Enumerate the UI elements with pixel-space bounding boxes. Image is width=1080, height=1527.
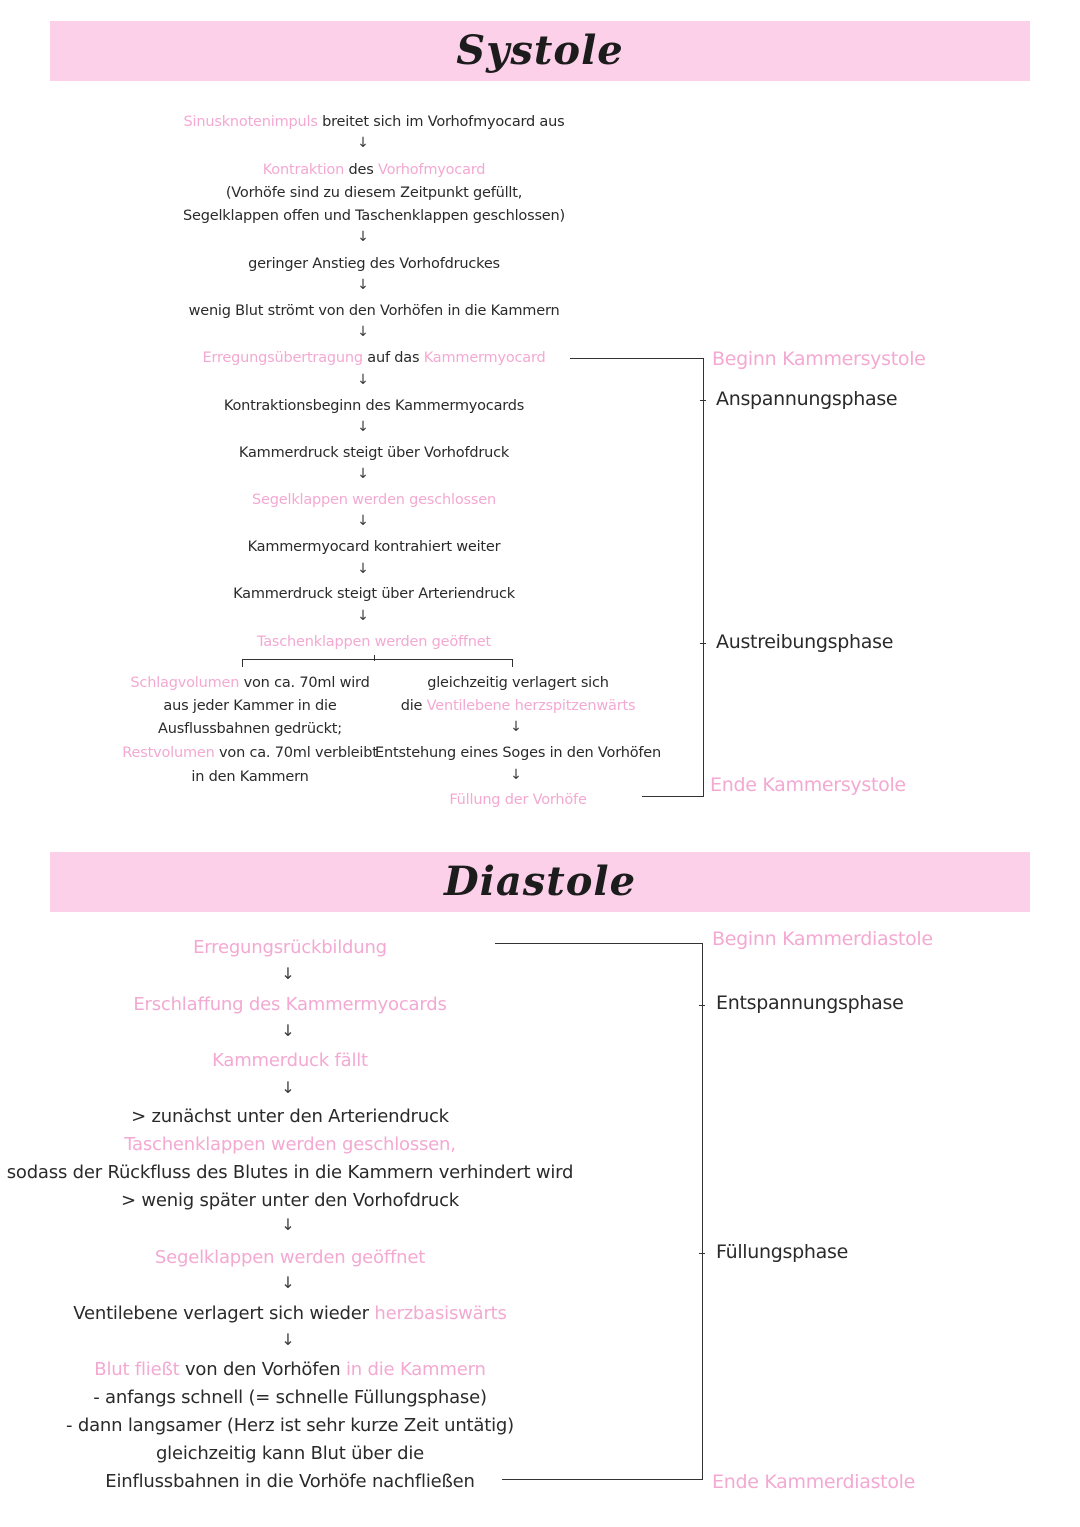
dia-line-1: Erregungsrückbildung [193, 937, 387, 958]
sys-l2-text: des [344, 162, 378, 178]
sys-arrow: ↓ [357, 324, 369, 340]
sys-l2-term2: Vorhofmyocard [377, 162, 486, 178]
dia-arrow: ↓ [281, 1215, 295, 1234]
sys-line-4: Segelklappen offen und Taschenklappen geschlossen) [183, 208, 565, 224]
dia-l10-text: von den Vorhöfen [179, 1359, 346, 1380]
dia-line-3: Kammerduck fällt [212, 1050, 368, 1071]
dia-phase-end: Ende Kammerdiastole [712, 1471, 916, 1493]
sys-arrow: ↓ [357, 372, 369, 388]
dia-l9-text: Ventilebene verlagert sich wieder [73, 1303, 375, 1324]
sys-arrow: ↓ [357, 466, 369, 482]
dia-arrow: ↓ [281, 1021, 295, 1040]
dia-arrow: ↓ [281, 1273, 295, 1292]
sys-right-1: gleichzeitig verlagert sich [427, 675, 609, 691]
dia-phase-line-bottom [502, 1479, 702, 1480]
dia-l10-term2: in die Kammern [345, 1359, 486, 1380]
dia-l9-term: herzbasiswärts [374, 1303, 507, 1324]
sys-line-3: (Vorhöfe sind zu diesem Zeitpunkt gefüllt, [225, 185, 523, 201]
sys-right-4: Füllung der Vorhöfe [449, 792, 587, 808]
sys-line-1 [184, 112, 565, 132]
dia-line-2: Erschlaffung des Kammermyocards [133, 994, 447, 1015]
dia-line-10 [94, 1357, 485, 1383]
dia-line-12: - dann langsamer (Herz ist sehr kurze Zeit untätig) [66, 1415, 514, 1436]
sys-line-10: Segelklappen werden geschlossen [252, 492, 496, 508]
sys-line-5: geringer Anstieg des Vorhofdruckes [248, 256, 500, 272]
sys-left-2: aus jeder Kammer in die [163, 698, 337, 714]
systole-title: Systole [456, 27, 624, 74]
sys-arrow: ↓ [357, 419, 369, 435]
sys-left-4 [122, 743, 377, 763]
sys-l7-text: auf das [362, 350, 424, 366]
branch-bracket-right [512, 659, 513, 667]
sys-phase-tick [700, 643, 706, 644]
dia-line-14: Einflussbahnen in die Vorhöfe nachfließen [105, 1471, 475, 1492]
branch-bracket-stem [374, 655, 375, 661]
dia-l10-term: Blut fließt [94, 1359, 180, 1380]
sys-phase-austreibung: Austreibungsphase [716, 631, 894, 653]
sys-phase-line-bottom [642, 796, 703, 797]
sys-phase-end: Ende Kammersystole [710, 774, 906, 796]
sys-line-12: Kammerdruck steigt über Arteriendruck [233, 586, 515, 602]
dia-phase-line-top [495, 943, 702, 944]
sys-left-term: Schlagvolumen [130, 675, 240, 691]
dia-line-6: sodass der Rückfluss des Blutes in die Kammern verhindert wird [6, 1162, 574, 1183]
sys-arrow: ↓ [357, 561, 369, 577]
sys-phase-line-top [570, 358, 703, 359]
sys-l2-term: Kontraktion [262, 162, 345, 178]
sys-left-term2: Restvolumen [122, 745, 215, 761]
dia-line-11: - anfangs schnell (= schnelle Füllungsphase) [93, 1387, 487, 1408]
sys-line-6: wenig Blut strömt von den Vorhöfen in die Kammern [188, 303, 560, 319]
sys-arrow: ↓ [357, 608, 369, 624]
sys-l1-term: Sinusknotenimpuls [183, 114, 318, 130]
sys-l1-text: breitet sich im Vorhofmyocard aus [317, 114, 565, 130]
sys-arrow: ↓ [510, 719, 522, 735]
branch-bracket-left [242, 659, 243, 667]
sys-phase-anspannung: Anspannungsphase [716, 388, 898, 410]
sys-arrow: ↓ [357, 513, 369, 529]
sys-right-2 [401, 696, 636, 716]
dia-phase-vertical [702, 943, 703, 1480]
dia-phase-entspannung: Entspannungsphase [716, 992, 904, 1014]
sys-line-8: Kontraktionsbeginn des Kammermyocards [223, 398, 525, 414]
sys-arrow: ↓ [357, 135, 369, 151]
sys-arrow: ↓ [510, 767, 522, 783]
sys-left-text2: von ca. 70ml verbleibt [214, 745, 378, 761]
sys-line-2 [263, 160, 486, 180]
dia-arrow: ↓ [281, 964, 295, 983]
sys-l7-term: Erregungsübertragung [202, 350, 363, 366]
diastole-title: Diastole [443, 858, 637, 905]
dia-arrow: ↓ [281, 1078, 295, 1097]
sys-arrow: ↓ [357, 277, 369, 293]
dia-line-5: Taschenklappen werden geschlossen, [124, 1134, 456, 1155]
diastole-banner [50, 852, 1030, 912]
sys-left-3: Ausflussbahnen gedrückt; [158, 721, 342, 737]
sys-right-term: Ventilebene herzspitzenwärts [426, 698, 636, 714]
sys-line-7 [203, 348, 546, 368]
dia-line-4: > zunächst unter den Arteriendruck [131, 1106, 449, 1127]
sys-phase-begin: Beginn Kammersystole [712, 348, 926, 370]
dia-phase-begin: Beginn Kammerdiastole [712, 928, 933, 950]
sys-line-13: Taschenklappen werden geöffnet [256, 634, 492, 650]
dia-line-7: > wenig später unter den Vorhofdruck [120, 1190, 460, 1211]
dia-phase-fuellung: Füllungsphase [716, 1241, 848, 1263]
sys-line-11: Kammermyocard kontrahiert weiter [247, 539, 501, 555]
systole-banner [50, 21, 1030, 81]
sys-phase-tick [700, 400, 706, 401]
sys-phase-vertical [703, 358, 704, 797]
sys-l7-term2: Kammermyocard [423, 350, 546, 366]
dia-line-8: Segelklappen werden geöffnet [154, 1247, 426, 1268]
sys-left-1 [130, 673, 369, 693]
sys-line-9: Kammerdruck steigt über Vorhofdruck [238, 445, 510, 461]
sys-right-3: Entstehung eines Soges in den Vorhöfen [375, 745, 661, 761]
dia-line-9 [73, 1301, 506, 1327]
sys-arrow: ↓ [357, 229, 369, 245]
sys-left-5: in den Kammern [191, 769, 309, 785]
sys-left-text: von ca. 70ml wird [239, 675, 370, 691]
sys-right-text: die [400, 698, 427, 714]
dia-line-13: gleichzeitig kann Blut über die [155, 1443, 425, 1464]
dia-phase-tick [699, 1253, 705, 1254]
dia-arrow: ↓ [281, 1330, 295, 1349]
dia-phase-tick [699, 1005, 705, 1006]
branch-bracket-top [242, 659, 512, 660]
